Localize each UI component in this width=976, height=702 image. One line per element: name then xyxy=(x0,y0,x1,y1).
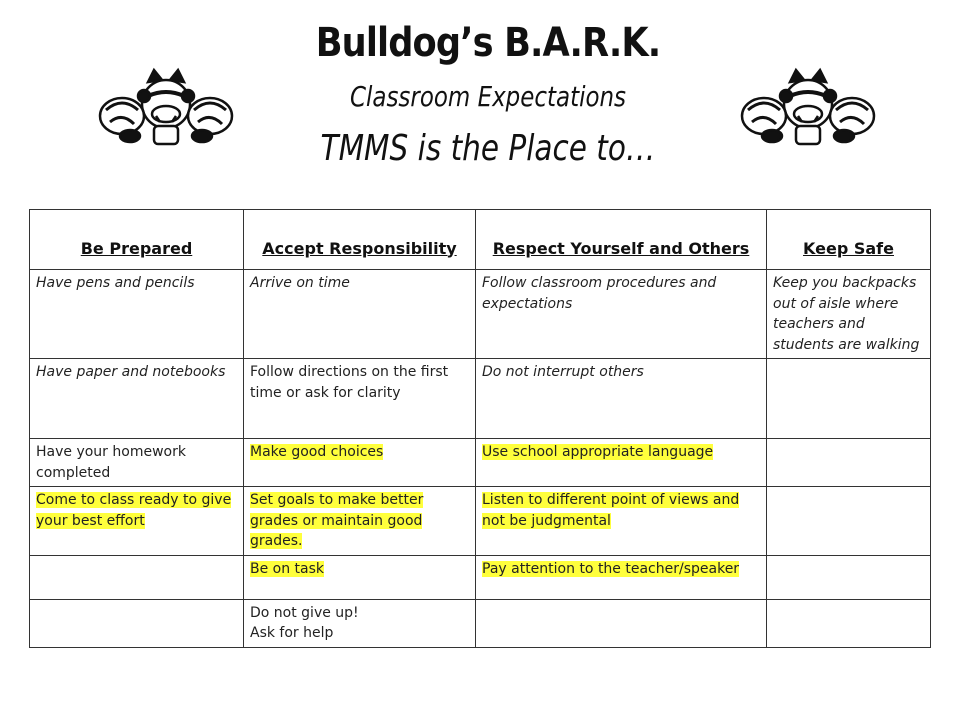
table-cell xyxy=(767,359,931,439)
table-cell xyxy=(476,487,767,556)
column-header-accept-responsibility: Accept Responsibility xyxy=(244,210,476,270)
cell-text: Do not interrupt others xyxy=(482,364,644,380)
cell-text: Keep you backpacks out of aisle where teachers and students are walking xyxy=(773,275,920,353)
column-header-be-prepared: Be Prepared xyxy=(30,210,244,270)
cell-text: Pay attention to the teacher/speaker xyxy=(482,560,740,577)
table-row xyxy=(30,359,931,439)
cell-text-line: Do not give up! xyxy=(250,604,359,621)
table-cell xyxy=(767,439,931,487)
table-cell xyxy=(30,599,244,647)
table-cell xyxy=(30,555,244,599)
table-cell xyxy=(244,487,476,556)
table-cell xyxy=(30,270,244,359)
table-cell xyxy=(30,359,244,439)
cell-text: Have your homework completed xyxy=(36,444,186,481)
table-cell xyxy=(476,270,767,359)
table-cell xyxy=(476,359,767,439)
cell-text: Arrive on time xyxy=(250,275,350,291)
table-header-row xyxy=(30,210,931,270)
table-cell xyxy=(476,599,767,647)
page-header xyxy=(0,0,976,200)
cell-text: Listen to different point of views and not be judgmental xyxy=(482,492,740,529)
table-row xyxy=(30,555,931,599)
table-cell xyxy=(244,555,476,599)
cell-text: Follow directions on the first time or ask for clarity xyxy=(250,364,449,401)
cell-text: Follow classroom procedures and expectations xyxy=(482,275,717,312)
table-cell xyxy=(476,439,767,487)
cell-text: Have pens and pencils xyxy=(36,275,195,291)
page-tagline: TMMS is the Place to… xyxy=(320,128,656,169)
cell-text-line: Ask for help xyxy=(250,625,334,641)
table-cell xyxy=(767,555,931,599)
table-cell xyxy=(767,270,931,359)
cell-text: Have paper and notebooks xyxy=(36,364,226,380)
table-row xyxy=(30,599,931,647)
cell-text: Use school appropriate language xyxy=(482,444,714,460)
cell-text: Come to class ready to give your best effort xyxy=(36,492,232,529)
expectations-table xyxy=(29,209,931,648)
table-cell xyxy=(244,359,476,439)
table-row xyxy=(30,439,931,487)
table-cell xyxy=(244,439,476,487)
cell-text: Be on task xyxy=(250,560,325,577)
column-header-keep-safe: Keep Safe xyxy=(767,210,931,270)
cell-text: Make good choices xyxy=(250,444,384,460)
table-cell xyxy=(476,555,767,599)
table-cell xyxy=(244,599,476,647)
table-cell xyxy=(30,487,244,556)
page-title: Bulldog’s B.A.R.K. xyxy=(315,20,661,66)
page-subtitle: Classroom Expectations xyxy=(349,80,627,113)
column-header-respect: Respect Yourself and Others xyxy=(476,210,767,270)
table-cell xyxy=(30,439,244,487)
table-cell xyxy=(767,599,931,647)
table-row xyxy=(30,270,931,359)
table-row xyxy=(30,487,931,556)
cell-text: Set goals to make better grades or maintain good grades. xyxy=(250,492,424,549)
table-cell xyxy=(767,487,931,556)
table-cell xyxy=(244,270,476,359)
